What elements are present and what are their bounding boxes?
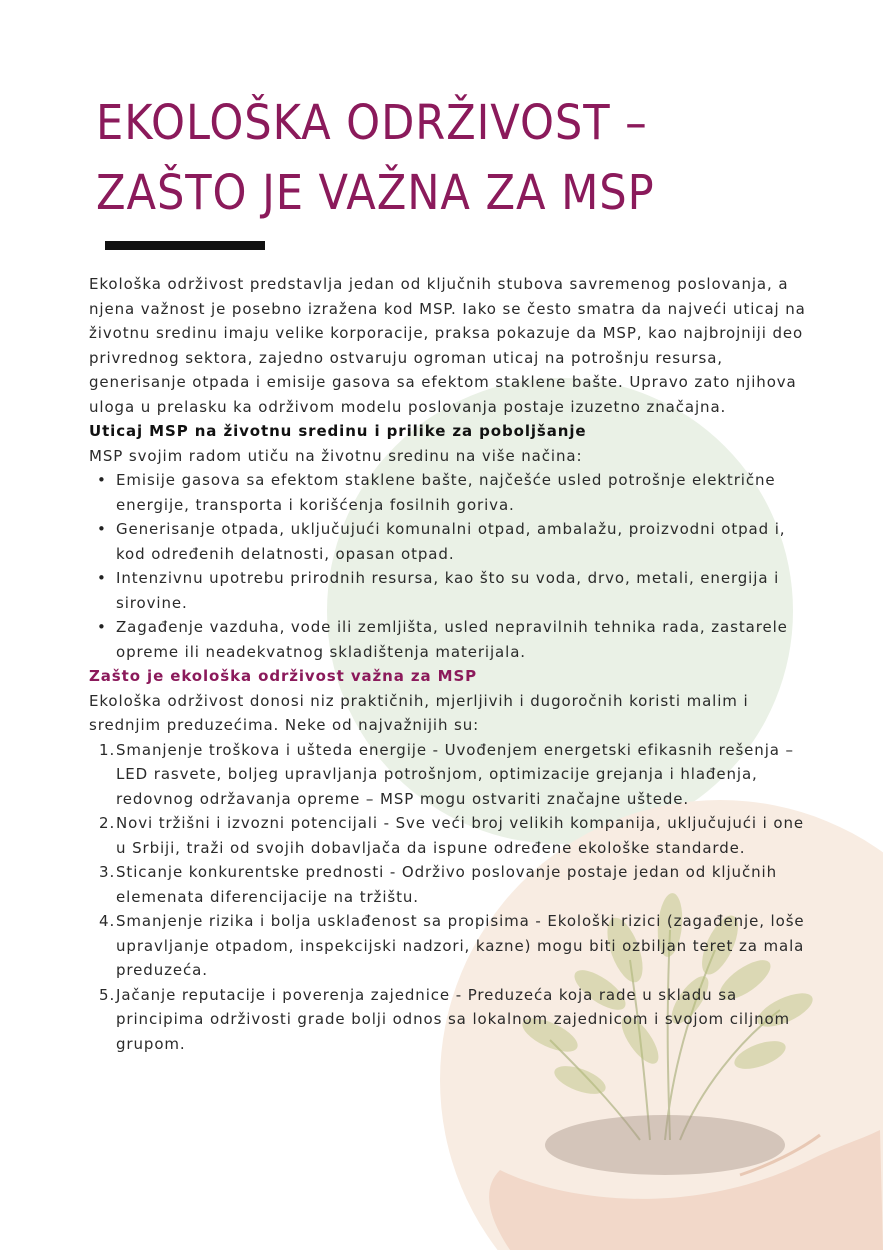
bullet-item: • Zagađenje vazduha, vode ili zemljišta, usled nepravilnih tehnika rada, zastarele opreme ili neadekvatnog skladištenja materijala. <box>89 615 817 664</box>
numbered-item <box>89 738 817 812</box>
title-underline <box>105 241 265 250</box>
item-text: Sticanje konkurentske prednosti - Održivo poslovanje postaje jedan od ključnih elemenata diferencijacije na tržištu. <box>116 863 777 906</box>
item-number: 4. <box>99 912 116 930</box>
item-text: Jačanje reputacije i poverenja zajednice - Preduzeća koja rade u skladu sa principima održivosti grade bolji odnos sa lokalnom zajednicom i svojom ciljnom grupom. <box>116 985 791 1053</box>
item-text: Novi tržišni i izvozni potencijali - Sve veći broj velikih kompanija, uključujući i one u Srbiji, traži od svojih dobavljača da ispune određene ekološke standarde. <box>116 814 805 857</box>
numbered-item <box>89 860 817 909</box>
page-title-line-1: EKOLOŠKA ODRŽIVOST – <box>96 95 648 151</box>
item-text: Smanjenje rizika i bolja usklađenost sa propisima - Ekološki rizici (zagađenje, loše upravljanje otpadom, inspekcijski nadzori, kazne) mogu biti ozbiljan teret za mala preduzeća. <box>116 912 805 979</box>
section-lead-impact: MSP svojim radom utiču na životnu sredinu na više načina: <box>89 446 583 465</box>
bullet-item: • Generisanje otpada, uključujući komunalni otpad, ambalažu, proizvodni otpad i, kod određenih delatnosti, opasan otpad. <box>89 517 817 566</box>
item-number: 2. <box>99 814 116 832</box>
section-lead-importance: Ekološka održivost donosi niz praktičnih, mjerljivih i dugoročnih koristi malim i srednjim preduzećima. Neke od najvažnijih su: <box>89 691 749 734</box>
item-text: Smanjenje troškova i ušteda energije - Uvođenjem energetski efikasnih rešenja – LED rasvete, boljeg upravljanja potrošnjom, optimizacije grejanja i hlađenja, redovnog održavanja opreme – MSP mogu ostvariti značajne uštede. <box>116 740 794 808</box>
section-heading-importance: Zašto je ekološka održivost važna za MSP <box>89 667 478 685</box>
item-number: 5. <box>99 985 116 1004</box>
bullet-item: • Intenzivnu upotrebu prirodnih resursa, kao što su voda, drvo, metali, energija i sirovine. <box>89 566 817 615</box>
page-title-line-2: ZAŠTO JE VAŽNA ZA MSP <box>96 165 655 221</box>
numbered-item <box>89 811 817 860</box>
item-number: 3. <box>99 863 116 881</box>
benefits-numbered-list <box>89 738 817 1057</box>
numbered-item <box>89 909 817 983</box>
item-number: 1. <box>99 740 116 759</box>
bullet-item: • Emisije gasova sa efektom staklene bašte, najčešće usled potrošnje električne energije, transporta i korišćenja fosilnih goriva. <box>89 468 817 517</box>
main-content <box>89 272 817 1056</box>
numbered-item <box>89 983 817 1057</box>
impact-bullet-list <box>89 468 817 664</box>
page-title <box>96 88 655 228</box>
intro-paragraph: Ekološka održivost predstavlja jedan od ključnih stubova savremenog poslovanja, a njena važnost je posebno izražena kod MSP. Iako se često smatra da najveći uticaj na životnu sredinu imaju velike korporacije, praksa pokazuje da MSP, kao najbrojniji deo privrednog sektora, zajedno ostvaruju ogroman uticaj na potrošnju resursa, generisanje otpada i emisije gasova sa efektom staklene bašte. Upravo zato njihova uloga u prelasku ka održivom modelu poslovanja postaje izuzetno značajna. <box>89 275 806 416</box>
section-heading-impact: Uticaj MSP na životnu sredinu i prilike za poboljšanje <box>89 422 587 440</box>
